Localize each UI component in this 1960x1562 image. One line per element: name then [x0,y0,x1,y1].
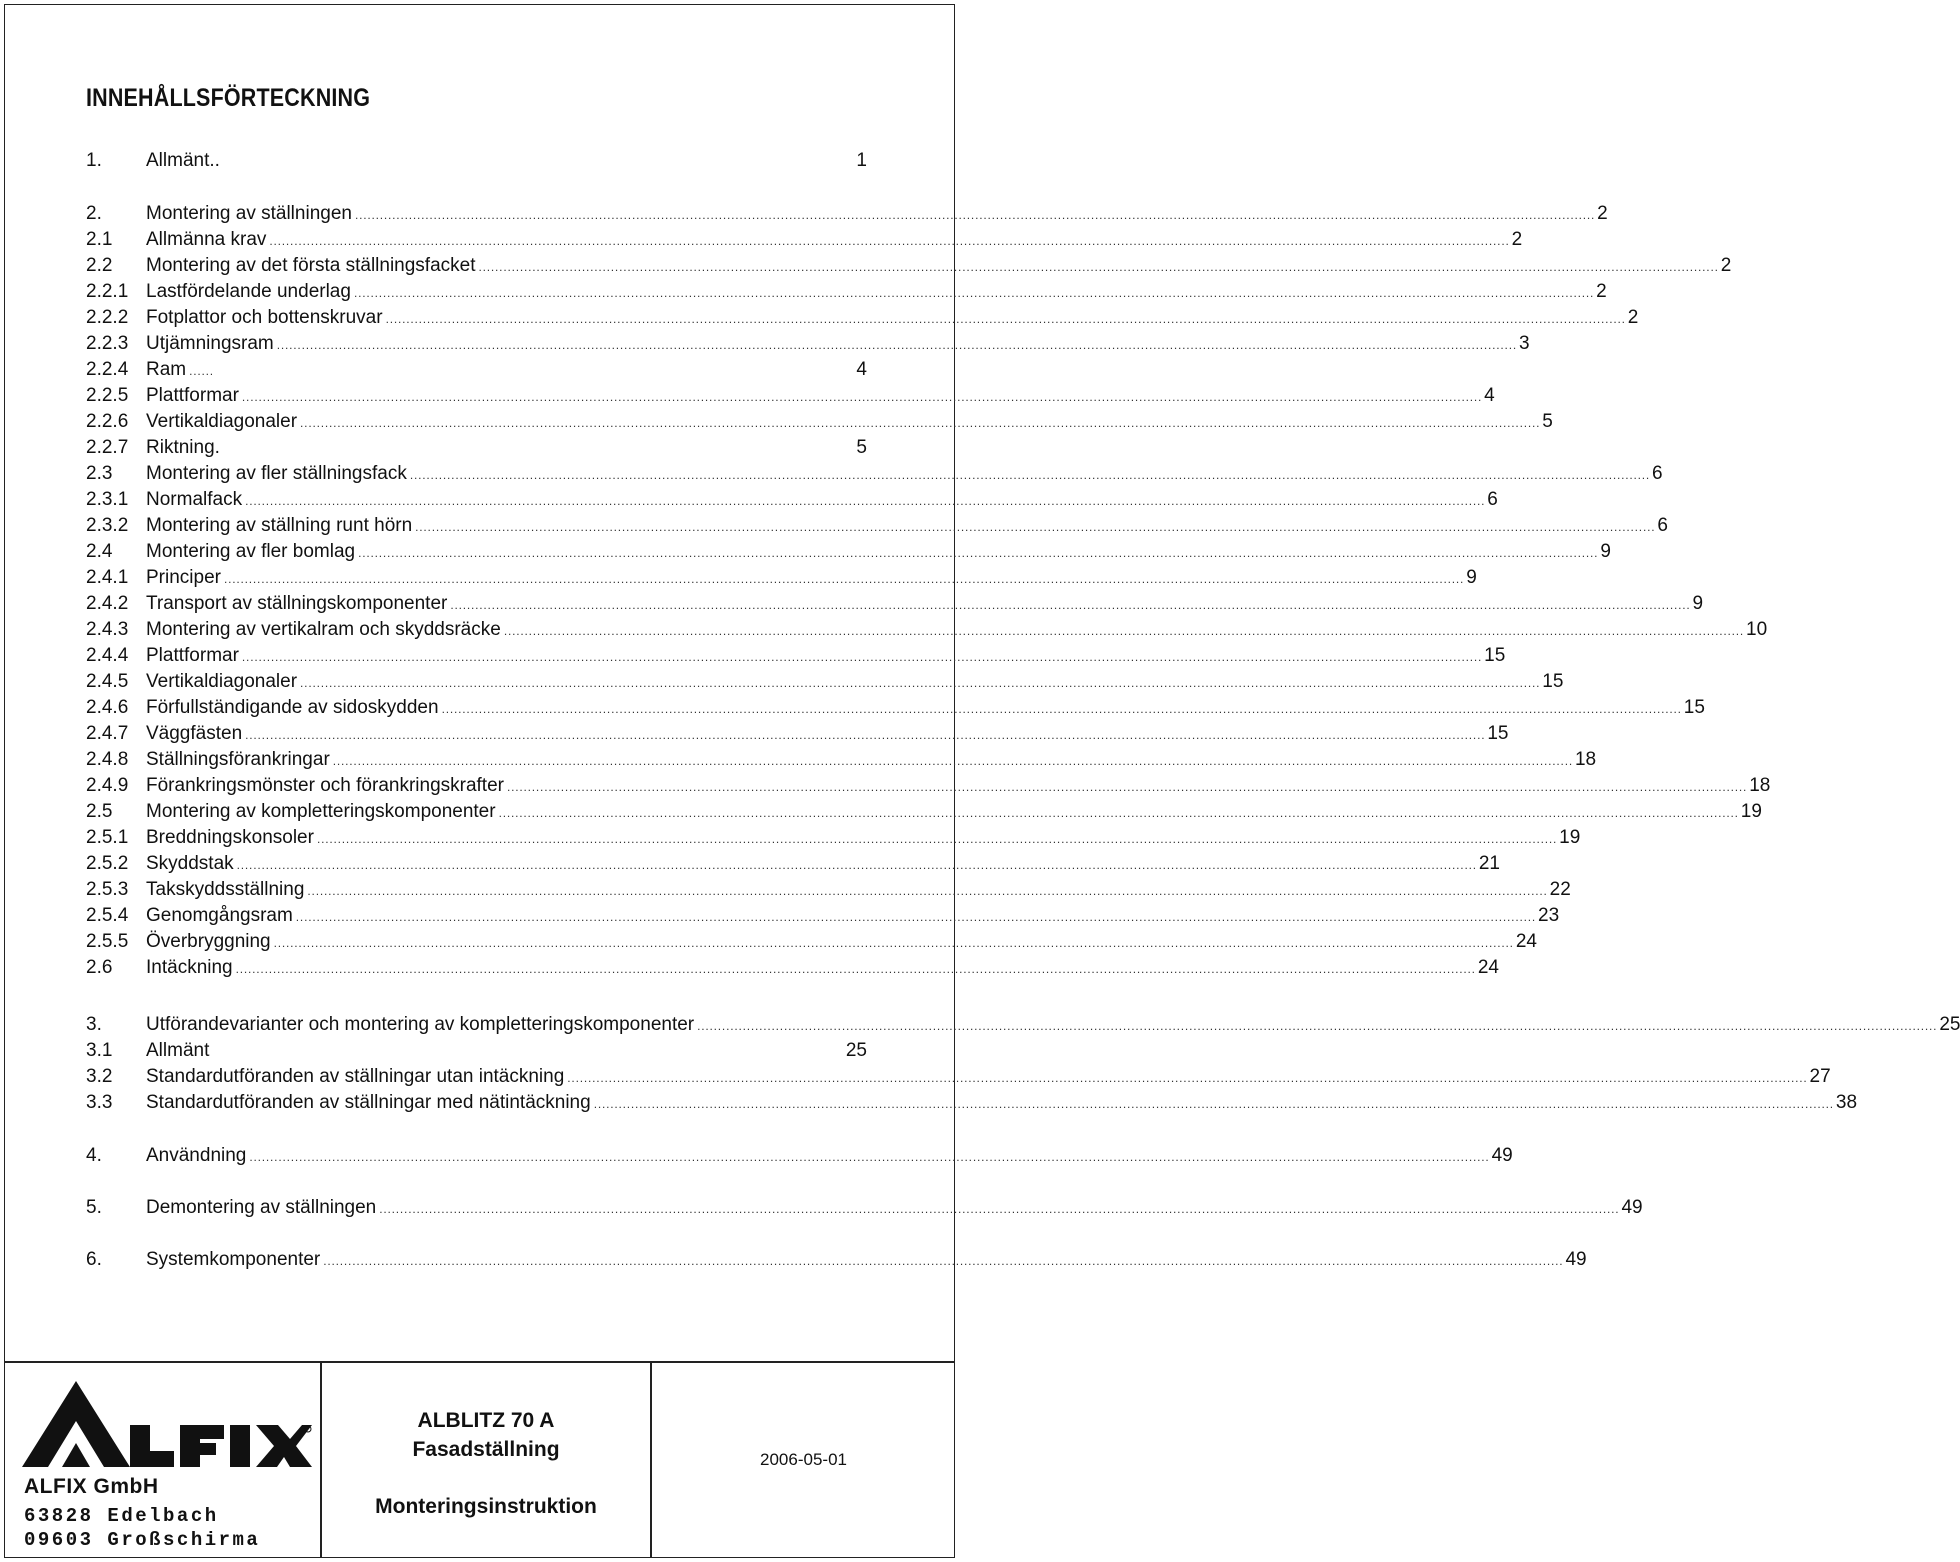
toc-leader-dots: ............................................................................................................................................................................................................................................................................................................ [409,468,1651,482]
toc-entry[interactable] [86,489,1498,511]
toc-entry-number: 2.4.8 [86,749,129,770]
toc-leader-dots: ............................................................................................................................................................................................................................................................................................................ [236,858,1477,872]
toc-entry-number: 2.2.5 [86,385,129,406]
toc-entry-title: Allmänt [146,1040,210,1061]
toc-entry-title: Förfullständigande av sidoskydden [146,697,439,718]
toc-entry-title: Skyddstak [146,853,234,874]
toc-entry-page: 9 [1692,593,1704,614]
toc-entry-number: 2.4.1 [86,567,129,588]
toc-entry-page: 49 [1491,1145,1513,1166]
toc-entry-page: 6 [1487,489,1498,510]
toc-leader-dots: ...... [189,364,214,378]
product-type: Fasadställning [412,1438,560,1461]
toc-entry-page: 2 [1596,281,1607,302]
toc-entry-number: 4. [86,1145,102,1166]
toc-entry[interactable] [86,1066,1831,1088]
toc-entry[interactable] [86,463,1663,485]
toc-entry-title: Ram [146,359,187,380]
toc-entry[interactable] [86,931,1537,953]
toc-entry-number: 3.1 [86,1040,113,1061]
toc-entry[interactable] [86,671,1564,693]
toc-entry-title: Ställningsförankringar [146,749,330,770]
toc-entry-number: 2.4.2 [86,593,129,614]
toc-entry-page: 2 [1597,203,1608,224]
toc-entry-number: 2.2.3 [86,333,129,354]
toc-entry-number: 2.5.4 [86,905,129,926]
toc-entry-page: 22 [1549,879,1571,900]
toc-leader-dots: ............................................................................................................................................................................................................................................................................................................ [235,962,1476,976]
toc-entry-number: 2.2 [86,255,113,276]
toc-entry-number: 2.5.2 [86,853,129,874]
toc-entry-page: 4 [1484,385,1495,406]
toc-entry[interactable] [86,1249,1587,1271]
toc-leader-dots: ............................................................................................................................................................................................................................................................................................................ [241,650,1483,664]
toc-entry-number: 3.2 [86,1066,113,1087]
toc-entry-title: Utförandevarianter och montering av kompletteringskomponenter [146,1014,695,1035]
toc-leader-dots: ............................................................................................................................................................................................................................................................................................................ [697,1019,1938,1033]
toc-entry-page: 25 [845,1040,867,1061]
toc-entry-number: 5. [86,1197,102,1218]
toc-entry-number: 2.4.7 [86,723,129,744]
toc-entry-title: Överbryggning [146,931,271,952]
toc-leader-dots: ............................................................................................................................................................................................................................................................................................................ [276,338,1517,352]
toc-entry[interactable] [86,1014,1960,1036]
toc-leader-dots: ............................................................................................................................................................................................................................................................................................................ [478,260,1719,274]
toc-entry-title: Normalfack [146,489,243,510]
toc-entry-number: 2.2.2 [86,307,129,328]
toc-leader-dots: ............................................................................................................................................................................................................................................................................................................ [379,1202,1620,1216]
toc-entry-page: 4 [856,359,867,380]
toc-entry-page: 5 [856,437,867,458]
product-name: ALBLITZ 70 A [417,1409,555,1432]
toc-entry-page: 9 [1466,567,1477,588]
company-address-line-1: 63828 Edelbach [24,1505,219,1527]
toc-entry-number: 2.2.1 [86,281,129,302]
toc-entry-page: 2 [1720,255,1732,276]
toc-entry-number: 3. [86,1014,102,1035]
toc-leader-dots: ............................................................................................................................................................................................................................................................................................................ [316,832,1558,846]
toc-entry-title: Väggfästen [146,723,243,744]
toc-entry-number: 2.1 [86,229,113,250]
toc-entry-number: 2.4.3 [86,619,129,640]
toc-entry-title: Montering av det första ställningsfacket [146,255,476,276]
toc-entry-title: Montering av ställning runt hörn [146,515,413,536]
page-title: INNEHÅLLSFÖRTECKNING [86,84,371,112]
toc-entry-number: 2.2.6 [86,411,129,432]
toc-entry-page: 1 [856,150,867,171]
footer [4,1361,955,1558]
toc-entry-page: 5 [1542,411,1553,432]
toc-leader-dots: ............................................................................................................................................................................................................................................................................................................ [385,312,1626,326]
toc-leader-dots: ............................................................................................................................................................................................................................................................................................................ [295,910,1536,924]
toc-entry-page: 9 [1600,541,1611,562]
toc-entry-title: Utjämningsram [146,333,274,354]
toc-leader-dots: ............................................................................................................................................................................................................................................................................................................ [593,1097,1834,1111]
toc-entry-title: Montering av kompletteringskomponenter [146,801,496,822]
toc-entry[interactable] [86,359,867,381]
toc-leader-dots: ............................................................................................................................................................................................................................................................................................................ [332,754,1573,768]
toc-entry-title: Montering av fler ställningsfack [146,463,407,484]
toc-entry-title: Takskyddsställning [146,879,305,900]
toc-entry[interactable] [86,1092,1858,1114]
toc-leader-dots: ............................................................................................................................................................................................................................................................................................................ [245,728,1486,742]
toc-entry-page: 24 [1477,957,1499,978]
toc-entry-title: Riktning. [146,437,220,458]
toc-entry-number: 2.3.2 [86,515,129,536]
toc-leader-dots: ............................................................................................................................................................................................................................................................................................................ [354,208,1596,222]
toc-entry[interactable] [86,281,1607,303]
toc-entry-number: 2.4.9 [86,775,129,796]
toc-entry-page: 6 [1657,515,1668,536]
toc-entry[interactable] [86,437,867,459]
toc-entry[interactable] [86,697,1705,719]
toc-leader-dots: ............................................................................................................................................................................................................................................................................................................ [273,936,1514,950]
toc-entry-number: 6. [86,1249,102,1270]
toc-entry-page: 2 [1627,307,1639,328]
toc-leader-dots: ............................................................................................................................................................................................................................................................................................................ [249,1150,1490,1164]
toc-entry-title: Plattformar [146,645,239,666]
toc-leader-dots: ............................................................................................................................................................................................................................................................................................................ [307,884,1548,898]
document-type: Monteringsinstruktion [375,1495,597,1518]
toc-entry-title: Vertikaldiagonaler [146,671,298,692]
toc-leader-dots: ............................................................................................................................................................................................................................................................................................................ [223,572,1465,586]
toc-leader-dots: ............................................................................................................................................................................................................................................................................................................ [415,520,1656,534]
toc-entry[interactable] [86,1145,1513,1167]
toc-leader-dots: ............................................................................................................................................................................................................................................................................................................ [241,390,1483,404]
toc-entry-title: Plattformar [146,385,239,406]
toc-entry-number: 2.4 [86,541,113,562]
toc-entry-number: 2.4.6 [86,697,129,718]
toc-leader-dots: ............................................................................................................................................................................................................................................................................................................ [245,494,1486,508]
toc-entry-title: Intäckning [146,957,233,978]
toc-entry-number: 2.5.1 [86,827,129,848]
toc-entry-number: 3.3 [86,1092,113,1113]
toc-leader-dots: ............................................................................................................................................................................................................................................................................................................ [506,780,1748,794]
toc-entry-page: 49 [1621,1197,1643,1218]
toc-entry-number: 2.6 [86,957,113,978]
toc-entry-page: 18 [1574,749,1597,770]
toc-entry-page: 18 [1749,775,1771,796]
toc-entry-page: 15 [1487,723,1509,744]
toc-entry-title: Standardutföranden av ställningar utan intäckning [146,1066,565,1087]
toc-entry[interactable] [86,827,1581,849]
toc-entry-title: Demontering av ställningen [146,1197,377,1218]
toc-entry-page: 27 [1809,1066,1831,1087]
toc-leader-dots: ............................................................................................................................................................................................................................................................................................................ [450,598,1691,612]
toc-entry-page: 2 [1511,229,1523,250]
toc-entry[interactable] [86,541,1611,563]
toc-entry[interactable] [86,385,1495,407]
toc-entry-number: 2.2.4 [86,359,129,380]
toc-entry-number: 2.3 [86,463,113,484]
toc-entry-title: Lastfördelande underlag [146,281,351,302]
toc-entry[interactable] [86,905,1560,927]
toc-entry[interactable] [86,957,1499,979]
footer-date-cell [652,1363,955,1558]
toc-entry-title: Fotplattor och bottenskruvar [146,307,383,328]
toc-entry[interactable] [86,775,1771,797]
toc-entry-title: Allmänt.. [146,150,220,171]
toc-entry-title: Förankringsmönster och förankringskrafter [146,775,504,796]
company-name: ALFIX GmbH [24,1475,159,1498]
toc-entry-title: Montering av vertikalram och skyddsräcke [146,619,501,640]
toc-entry[interactable] [86,645,1506,667]
toc-entry[interactable] [86,567,1477,589]
toc-entry[interactable] [86,723,1509,745]
toc-entry-page: 15 [1542,671,1564,692]
toc-entry-page: 6 [1652,463,1663,484]
toc-entry[interactable] [86,879,1571,901]
toc-entry[interactable] [86,307,1639,329]
toc-entry[interactable] [86,749,1597,771]
toc-entry-page: 15 [1683,697,1705,718]
toc-leader-dots: ............................................................................................................................................................................................................................................................................................................ [498,806,1739,820]
toc-leader-dots: ............................................................................................................................................................................................................................................................................................................ [300,676,1541,690]
toc-entry-number: 2.5 [86,801,113,822]
toc-entry-page: 49 [1565,1249,1587,1270]
toc-entry[interactable] [86,801,1762,823]
toc-entry[interactable] [86,203,1608,225]
toc-entry[interactable] [86,255,1732,277]
toc-entry-title: Systemkomponenter [146,1249,321,1270]
footer-logo-cell [4,1363,322,1558]
toc-entry-title: Standardutföranden av ställningar med nätintäckning [146,1092,591,1113]
toc-entry[interactable] [86,1197,1643,1219]
toc-leader-dots: ............................................................................................................................................................................................................................................................................................................ [300,416,1541,430]
toc-entry[interactable] [86,619,1768,641]
toc-entry-title: Montering av fler bomlag [146,541,356,562]
toc-entry-number: 2. [86,203,102,224]
toc-entry-page: 21 [1478,853,1500,874]
toc-entry-number: 1. [86,150,102,171]
toc-entry-title: Breddningskonsoler [146,827,314,848]
toc-entry-page: 24 [1515,931,1537,952]
toc-entry-number: 2.4.4 [86,645,129,666]
toc-entry-title: Principer [146,567,221,588]
toc-entry-page: 3 [1518,333,1530,354]
toc-entry[interactable] [86,853,1500,875]
toc-entry-page: 19 [1559,827,1581,848]
toc-entry[interactable] [86,333,1530,355]
toc-entry-title: Allmänna krav [146,229,267,250]
toc-entry-number: 2.5.3 [86,879,129,900]
toc-entry-page: 10 [1746,619,1768,640]
toc-entry-page: 23 [1538,905,1560,926]
toc-entry-page: 15 [1484,645,1506,666]
toc-entry-page: 38 [1835,1092,1858,1113]
toc-leader-dots: ............................................................................................................................................................................................................................................................................................................ [269,234,1510,248]
toc-leader-dots: ............................................................................................................................................................................................................................................................................................................ [441,702,1682,716]
alfix-logo [22,1381,312,1471]
footer-title-cell [322,1363,652,1558]
toc-leader-dots: ............................................................................................................................................................................................................................................................................................................ [358,546,1599,560]
toc-entry-number: 2.3.1 [86,489,129,510]
toc-entry[interactable] [86,411,1553,433]
toc-entry-title: Användning [146,1145,247,1166]
document-date: 2006-05-01 [760,1450,847,1469]
toc-entry-page: 19 [1740,801,1762,822]
toc-entry[interactable] [86,593,1704,615]
toc-leader-dots: ............................................................................................................................................................................................................................................................................................................ [323,1254,1564,1268]
toc-entry-number: 2.5.5 [86,931,129,952]
toc-entry[interactable] [86,1040,867,1062]
toc-entry-number: 2.4.5 [86,671,129,692]
toc-entry[interactable] [86,150,867,172]
toc-entry-title: Montering av ställningen [146,203,352,224]
company-address-line-2: 09603 Großschirma [24,1529,261,1551]
toc-entry-number: 2.2.7 [86,437,129,458]
toc-leader-dots: ............................................................................................................................................................................................................................................................................................................ [353,286,1595,300]
toc-entry[interactable] [86,515,1668,537]
toc-entry-title: Vertikaldiagonaler [146,411,298,432]
toc-leader-dots: ............................................................................................................................................................................................................................................................................................................ [567,1071,1808,1085]
toc-entry-title: Genomgångsram [146,905,293,926]
toc-entry[interactable] [86,229,1523,251]
toc-leader-dots: ............................................................................................................................................................................................................................................................................................................ [503,624,1745,638]
toc-entry-page: 25 [1939,1014,1960,1035]
toc-entry-title: Transport av ställningskomponenter [146,593,448,614]
